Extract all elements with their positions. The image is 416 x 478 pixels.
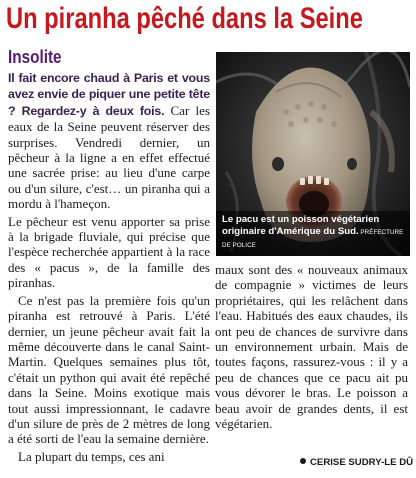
photo-credit: PRÉFECTURE DE POLICE xyxy=(222,229,404,249)
byline-text: CERISE SUDRY-LE DÛ xyxy=(310,457,414,468)
lead-paragraph xyxy=(8,70,210,212)
headline: Un piranha pêché dans la Seine xyxy=(6,2,363,35)
byline xyxy=(300,457,412,468)
caption-line-2-text: originaire d'Amérique du Sud. xyxy=(222,226,359,237)
rubric-label: Insolite xyxy=(8,47,62,67)
caption-line-1: Le pacu est un poisson végétarien xyxy=(222,214,380,225)
article-column-right xyxy=(215,262,408,431)
paragraph-2: Le pêcheur est venu apporter sa prise à la brigade fluviale, qui précise que l'espèce recherchée appartient à la race des « pacus », de la famille des piranhas. xyxy=(8,213,210,291)
article-column-left xyxy=(8,70,210,464)
article-photo xyxy=(216,52,410,256)
bullet-icon xyxy=(300,458,306,464)
caption-line-2 xyxy=(222,226,406,252)
paragraph-3: Ce n'est pas la première fois qu'un piranha est retrouvé à Paris. L'été dernier, un jeune pêcheur avait fait la même découverte dans le canal Saint-Martin. Quelques semaines plus tôt, c'était un python qui avait été repêché dans la Seine. Moins exotique mais tout aussi impressionnant, le cadavre d'un silure de près de 2 mètres de long a été sorti de l'eau la semaine dernière. xyxy=(8,292,210,447)
lead-text: Car les eaux de la Seine peuvent réserver des surprises. Vendredi dernier, un pêcheur à la ligne a en effet effectué une sacrée prise: au lieu d'une carpe ou d'un silure, c'est… un piranha qui a mordu à l'hameçon. xyxy=(8,102,210,212)
paragraph-4-start: La plupart du temps, ces ani xyxy=(18,448,165,464)
paragraph-4-end: maux sont des « nouveaux animaux de compagnie » victimes de leurs propriétaires, qui les relâchent dans l'eau. Habitués des eaux chaudes, ils ont peu de chances de survivre dans un environnement urbain. Mais de toutes façons, rassurez-vous : il y a peu de chances que ce pacu ait pu vous dévorer le bras. Le poisson a beau avoir de grandes dents, il est végétarien. xyxy=(215,262,408,432)
chapo: Il fait encore chaud à Paris et vous avez envie de piquer une petite tête ? Regardez-y à deux fois. xyxy=(8,71,210,118)
photo-caption xyxy=(216,211,410,256)
